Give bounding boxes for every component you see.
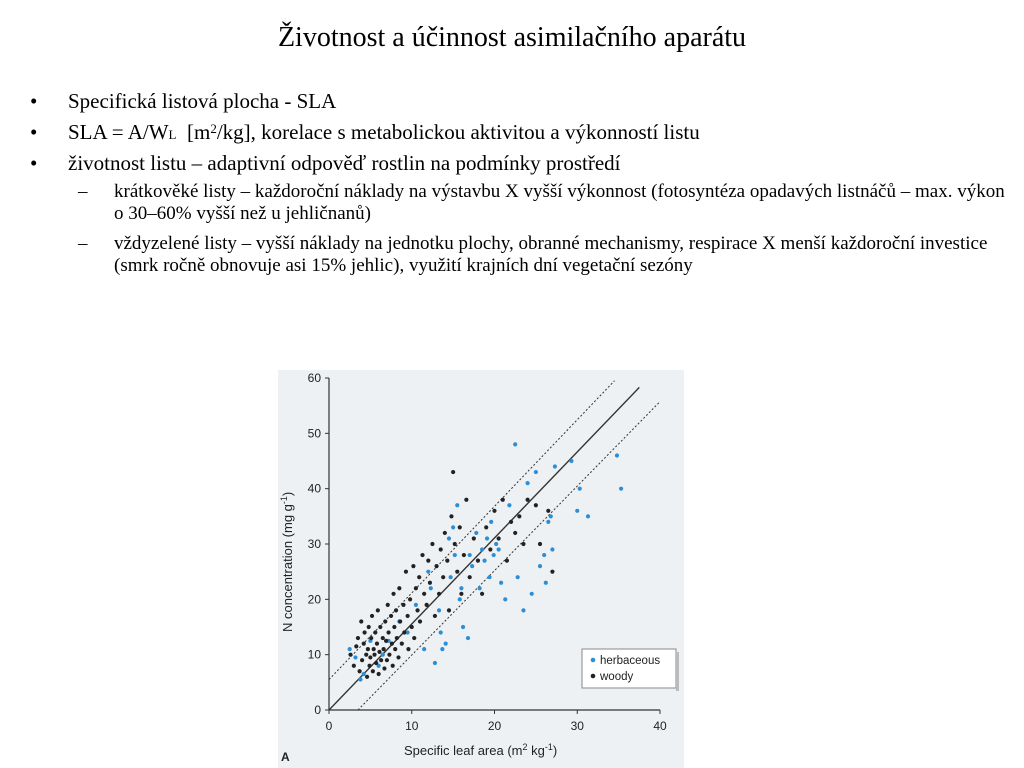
woody-point <box>385 658 389 662</box>
herbaceous-point <box>451 525 455 529</box>
woody-point <box>373 630 377 634</box>
herbaceous-point <box>487 575 491 579</box>
bullet-item <box>30 119 1010 145</box>
herbaceous-point <box>348 647 352 651</box>
herbaceous-point <box>478 586 482 590</box>
woody-point <box>391 664 395 668</box>
herbaceous-point <box>521 608 525 612</box>
woody-point <box>422 592 426 596</box>
herbaceous-point <box>440 647 444 651</box>
woody-point <box>378 625 382 629</box>
woody-point <box>386 603 390 607</box>
woody-point <box>358 669 362 673</box>
herbaceous-point <box>437 608 441 612</box>
woody-point <box>417 575 421 579</box>
herbaceous-point <box>575 509 579 513</box>
sla-formula-subscript: L <box>168 127 177 142</box>
woody-point <box>534 503 538 507</box>
y-tick-label: 20 <box>307 592 321 607</box>
woody-point <box>420 553 424 557</box>
herbaceous-point <box>553 464 557 468</box>
woody-point <box>406 614 410 618</box>
woody-point <box>360 658 364 662</box>
herbaceous-point <box>586 514 590 518</box>
herbaceous-point <box>453 553 457 557</box>
woody-point <box>400 642 404 646</box>
woody-point <box>437 592 441 596</box>
woody-point <box>381 636 385 640</box>
y-tick-label: 30 <box>307 537 321 551</box>
sub-bullet-item <box>30 233 1010 277</box>
woody-point <box>434 564 438 568</box>
herbaceous-point <box>530 592 534 596</box>
woody-point <box>439 547 443 551</box>
woody-point <box>462 553 466 557</box>
woody-point <box>379 658 383 662</box>
woody-point <box>374 661 378 665</box>
sub-bullet-item <box>30 181 1010 225</box>
herbaceous-point <box>619 487 623 491</box>
woody-point <box>410 625 414 629</box>
y-tick-label: 40 <box>307 481 321 496</box>
herbaceous-point <box>449 575 453 579</box>
woody-point <box>488 547 492 551</box>
woody-point <box>464 498 468 502</box>
woody-point <box>394 608 398 612</box>
herbaceous-point <box>482 559 486 563</box>
scatter-chart <box>278 370 684 768</box>
x-tick-label: 30 <box>570 719 584 733</box>
legend-shadow <box>676 652 679 691</box>
woody-point <box>408 597 412 601</box>
herbaceous-point <box>499 581 503 585</box>
woody-point <box>451 470 455 474</box>
herbaceous-point <box>433 661 437 665</box>
woody-point <box>428 581 432 585</box>
herbaceous-point <box>485 536 489 540</box>
herbaceous-point <box>507 503 511 507</box>
herbaceous-point <box>444 642 448 646</box>
woody-point <box>384 639 388 643</box>
legend-herbaceous-marker <box>591 658 596 663</box>
woody-point <box>368 655 372 659</box>
herbaceous-point <box>362 672 366 676</box>
herbaceous-point <box>353 655 357 659</box>
woody-point <box>459 592 463 596</box>
woody-point <box>430 542 434 546</box>
woody-point <box>426 559 430 563</box>
woody-point <box>472 536 476 540</box>
y-axis-label: N concentration (mg $g^{-1}$) <box>279 491 295 632</box>
herbaceous-point <box>429 586 433 590</box>
woody-point <box>367 664 371 668</box>
woody-point <box>445 559 449 563</box>
woody-point <box>468 575 472 579</box>
woody-point <box>402 630 406 634</box>
woody-point <box>455 570 459 574</box>
woody-point <box>376 608 380 612</box>
herbaceous-point <box>458 597 462 601</box>
herbaceous-point <box>549 514 553 518</box>
herbaceous-point <box>569 459 573 463</box>
panel-label: A <box>281 750 290 764</box>
woody-point <box>386 630 390 634</box>
woody-point <box>362 642 366 646</box>
sub-bullet-text: vždyzelené listy – vyšší náklady na jednotku plochy, obranné mechanismy, respirace X menší každoroční investice (smrk ročně obnovuje asi 15% jehlic), využití krajních dní vegetační sezóny <box>114 233 988 276</box>
woody-point <box>362 630 366 634</box>
y-tick-label: 50 <box>307 426 321 441</box>
legend-woody-label: woody <box>600 671 634 683</box>
herbaceous-point <box>455 503 459 507</box>
woody-point <box>391 592 395 596</box>
x-tick-label: 20 <box>487 719 502 733</box>
herbaceous-point <box>489 520 493 524</box>
woody-point <box>425 603 429 607</box>
woody-point <box>505 559 509 563</box>
woody-point <box>480 592 484 596</box>
woody-point <box>415 608 419 612</box>
herbaceous-point <box>466 636 470 640</box>
herbaceous-point <box>459 586 463 590</box>
herbaceous-point <box>447 536 451 540</box>
woody-point <box>389 614 393 618</box>
bullet-glyph: • <box>30 89 38 113</box>
woody-point <box>458 525 462 529</box>
herbaceous-point <box>550 547 554 551</box>
woody-point <box>418 619 422 623</box>
herbaceous-point <box>480 547 484 551</box>
woody-point <box>365 675 369 679</box>
woody-point <box>497 536 501 540</box>
bullet-item <box>30 150 1010 176</box>
sla-formula-suffix: /kg], korelace s metabolickou aktivitou a výkonností listu <box>216 120 700 144</box>
woody-point <box>397 586 401 590</box>
woody-point <box>406 647 410 651</box>
woody-point <box>369 636 373 640</box>
woody-point <box>395 636 399 640</box>
bullet-text <box>68 120 700 144</box>
plot-background <box>278 370 684 768</box>
herbaceous-point <box>542 553 546 557</box>
herbaceous-point <box>358 677 362 681</box>
woody-point <box>393 647 397 651</box>
woody-point <box>538 542 542 546</box>
woody-point <box>359 619 363 623</box>
woody-point <box>411 564 415 568</box>
herbaceous-point <box>461 625 465 629</box>
x-tick-label: 40 <box>653 719 667 733</box>
woody-point <box>484 525 488 529</box>
herbaceous-point <box>497 547 501 551</box>
bullet-glyph: • <box>30 151 38 175</box>
woody-point <box>372 653 376 657</box>
woody-point <box>370 614 374 618</box>
herbaceous-point <box>474 531 478 535</box>
herbaceous-point <box>534 470 538 474</box>
woody-point <box>372 647 376 651</box>
herbaceous-point <box>538 564 542 568</box>
slide-title: Životnost a účinnost asimilačního aparátu <box>277 22 747 53</box>
y-tick-label: 0 <box>314 703 321 717</box>
herbaceous-point <box>516 575 520 579</box>
herbaceous-point <box>494 542 498 546</box>
woody-point <box>382 647 386 651</box>
legend-herbaceous-label: herbaceous <box>600 655 661 667</box>
y-tick-label: 10 <box>307 647 321 662</box>
woody-point <box>517 514 521 518</box>
woody-point <box>398 619 402 623</box>
woody-point <box>513 531 517 535</box>
woody-point <box>447 608 451 612</box>
woody-point <box>383 619 387 623</box>
legend-woody-marker <box>591 674 596 679</box>
herbaceous-point <box>470 564 474 568</box>
sla-formula-superscript: 2 <box>210 121 217 136</box>
woody-point <box>521 542 525 546</box>
bullet-item <box>30 88 1010 114</box>
sub-bullet-text: krátkověké listy – každoroční náklady na výstavbu X vyšší výkonnost (fotosyntéza opadavých listnáčů – max. výkon o 30–60% vyšší než u jehličnanů) <box>114 181 1005 224</box>
woody-point <box>377 672 381 676</box>
herbaceous-point <box>546 520 550 524</box>
herbaceous-point <box>414 603 418 607</box>
herbaceous-point <box>513 442 517 446</box>
dash-glyph: – <box>78 181 88 202</box>
woody-point <box>441 575 445 579</box>
sla-formula-unit: [m <box>176 120 211 144</box>
woody-point <box>352 664 356 668</box>
herbaceous-point <box>381 653 385 657</box>
woody-point <box>550 570 554 574</box>
y-tick-label: 60 <box>307 371 321 385</box>
woody-point <box>492 509 496 513</box>
x-axis-label: Specific leaf area ($m^2$ $kg^{-1}$) <box>404 742 558 758</box>
woody-point <box>396 655 400 659</box>
woody-point <box>364 653 368 657</box>
woody-point <box>401 603 405 607</box>
legend <box>582 649 679 691</box>
woody-point <box>348 653 352 657</box>
herbaceous-point <box>439 630 443 634</box>
herbaceous-point <box>526 481 530 485</box>
woody-point <box>453 542 457 546</box>
woody-point <box>377 650 381 654</box>
woody-point <box>387 653 391 657</box>
woody-point <box>375 642 379 646</box>
scatter-figure <box>278 370 684 768</box>
x-tick-label: 10 <box>405 719 419 733</box>
woody-point <box>366 647 370 651</box>
woody-point <box>367 625 371 629</box>
woody-point <box>433 614 437 618</box>
dash-glyph: – <box>78 233 88 254</box>
bullet-text: Specifická listová plocha - SLA <box>68 89 337 113</box>
herbaceous-point <box>492 553 496 557</box>
herbaceous-point <box>468 553 472 557</box>
herbaceous-point <box>503 597 507 601</box>
woody-point <box>476 559 480 563</box>
woody-point <box>392 625 396 629</box>
woody-point <box>390 642 394 646</box>
sla-formula-prefix: SLA = A/W <box>68 120 169 144</box>
herbaceous-point <box>615 453 619 457</box>
herbaceous-point <box>578 487 582 491</box>
herbaceous-point <box>544 581 548 585</box>
woody-point <box>412 636 416 640</box>
woody-point <box>371 669 375 673</box>
woody-point <box>509 520 513 524</box>
woody-point <box>443 531 447 535</box>
woody-point <box>501 498 505 502</box>
woody-point <box>404 570 408 574</box>
woody-point <box>546 509 550 513</box>
herbaceous-point <box>422 647 426 651</box>
woody-point <box>526 498 530 502</box>
woody-point <box>356 636 360 640</box>
woody-point <box>449 514 453 518</box>
woody-point <box>354 644 358 648</box>
herbaceous-point <box>426 570 430 574</box>
bullet-glyph: • <box>30 120 38 144</box>
x-tick-label: 0 <box>325 719 333 733</box>
woody-point <box>382 666 386 670</box>
bullet-text: životnost listu – adaptivní odpověď rostlin na podmínky prostředí <box>68 151 621 175</box>
bullet-list <box>30 88 1010 285</box>
woody-point <box>414 586 418 590</box>
